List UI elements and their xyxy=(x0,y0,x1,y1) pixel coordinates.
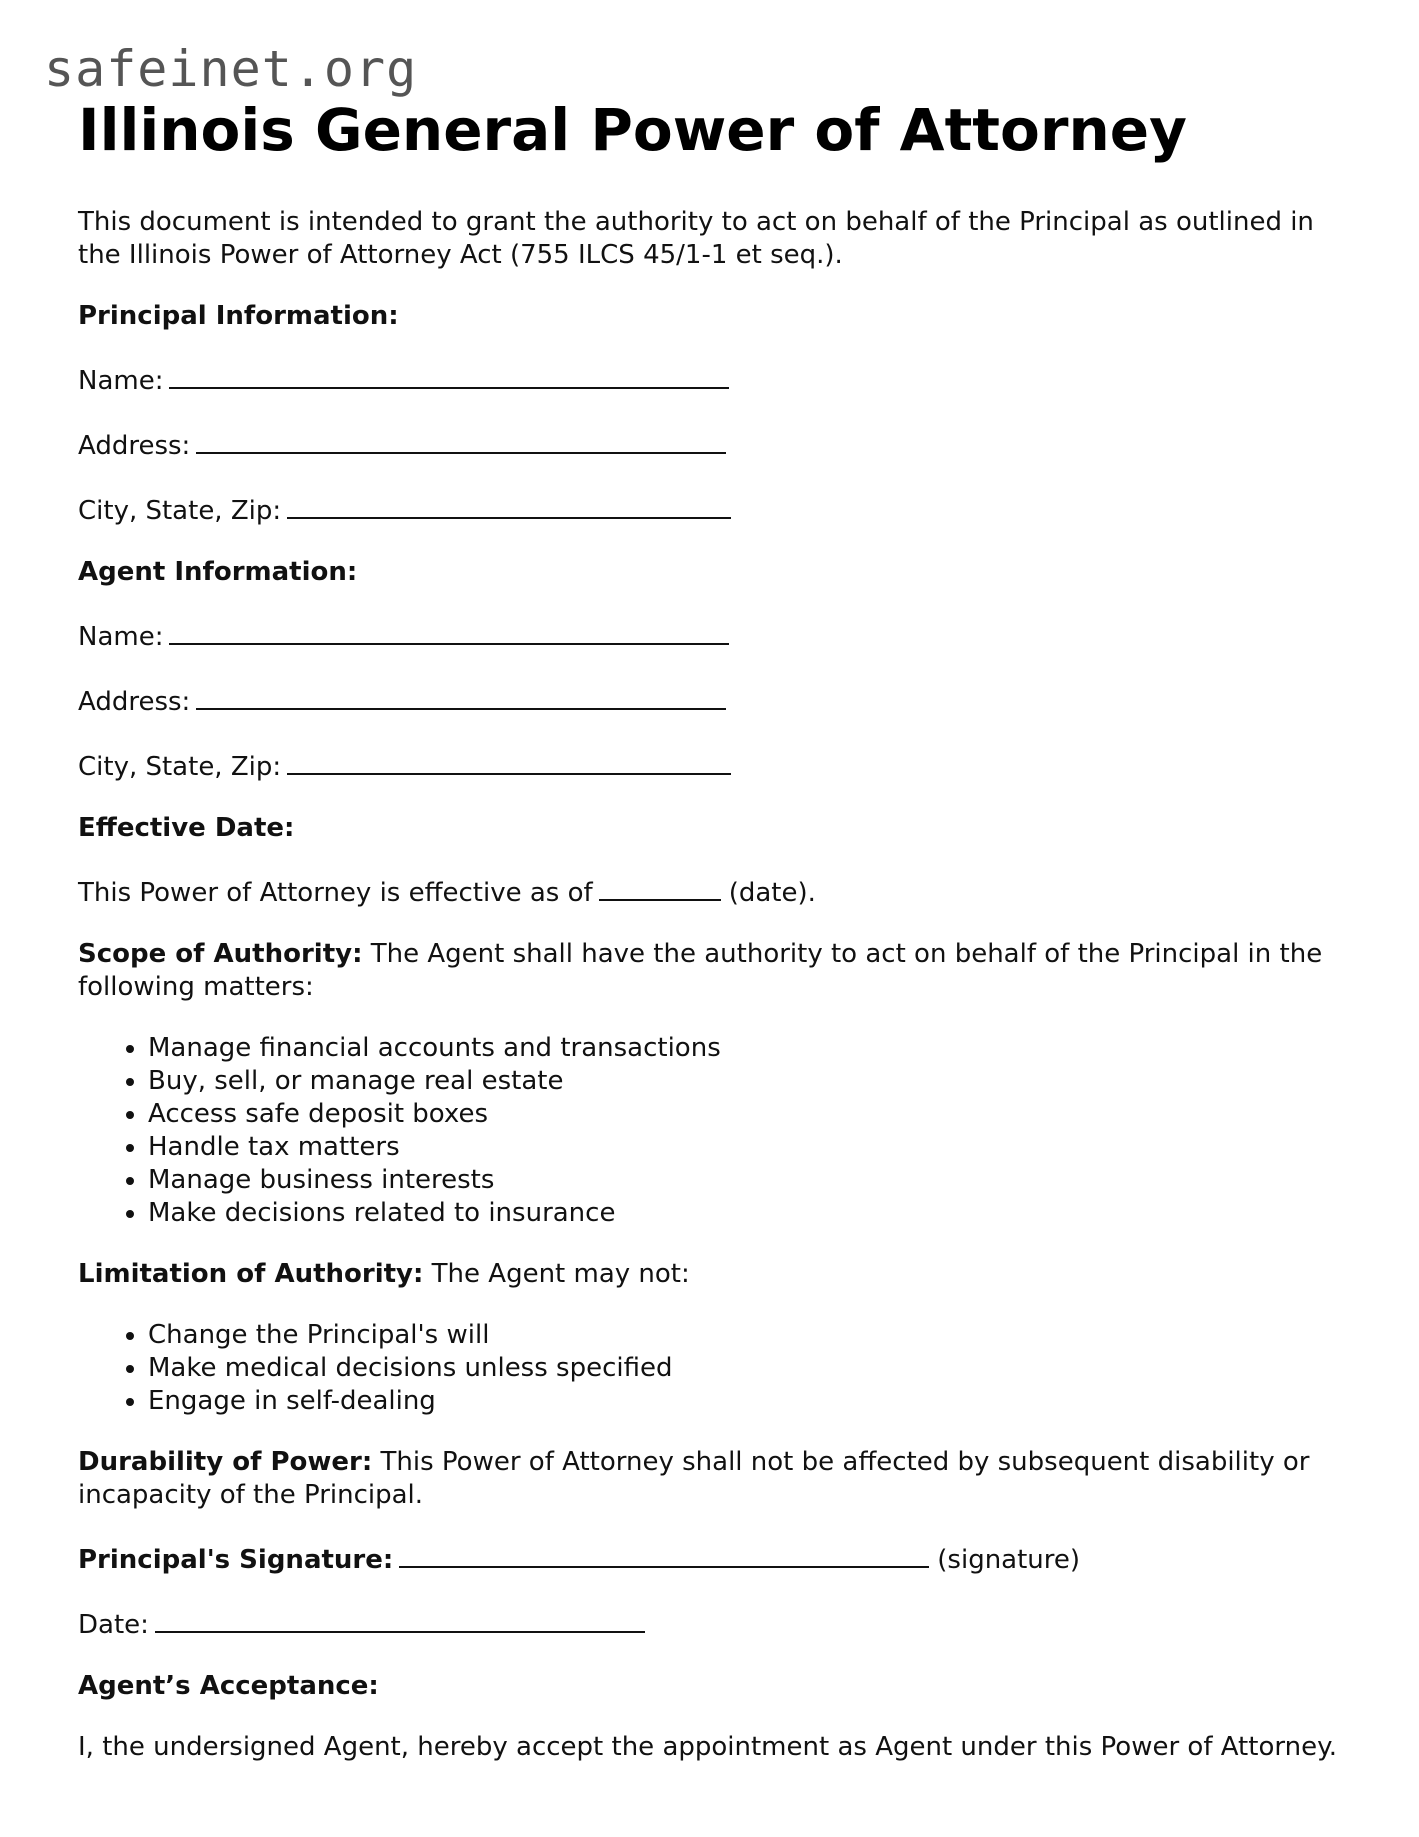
principal-heading: Principal Information: xyxy=(78,300,399,331)
acceptance-heading: Agent’s Acceptance: xyxy=(78,1670,379,1701)
limitation-label: Limitation of Authority: xyxy=(78,1258,424,1289)
durability-paragraph xyxy=(78,1446,1338,1512)
acceptance-text: I, the undersigned Agent, hereby accept the appointment as Agent under this Power of Attorney. xyxy=(78,1731,1338,1762)
document-page xyxy=(78,96,1338,1764)
agent-city-blank[interactable] xyxy=(287,747,731,775)
agent-city-label: City, State, Zip: xyxy=(78,751,282,782)
principal-address-blank[interactable] xyxy=(196,426,726,454)
list-item: • Make medical decisions unless specified xyxy=(148,1352,1338,1385)
signature-line xyxy=(78,1540,1338,1577)
principal-address-label: Address: xyxy=(78,430,191,461)
list-item: • Buy, sell, or manage real estate xyxy=(148,1065,1338,1098)
scope-label: Scope of Authority: xyxy=(78,938,363,969)
intro-paragraph: This document is intended to grant the authority to act on behalf of the Principal as outlined in the Illinois Power of Attorney Act (755 ILCS 45/1-1 et seq.). xyxy=(78,206,1314,270)
list-item: • Make decisions related to insurance xyxy=(148,1197,1338,1230)
principal-city-field xyxy=(78,491,1338,528)
agent-name-field xyxy=(78,617,1338,654)
durability-label: Durability of Power: xyxy=(78,1446,373,1477)
list-item: • Change the Principal's will xyxy=(148,1319,1338,1352)
limitation-paragraph xyxy=(78,1258,1338,1291)
scope-text: The Agent shall have the authority to act on behalf of the Principal in the following matters: xyxy=(78,938,1323,1002)
agent-address-field xyxy=(78,682,1338,719)
principal-address-field xyxy=(78,426,1338,463)
agent-name-blank[interactable] xyxy=(169,617,729,645)
signature-blank[interactable] xyxy=(399,1540,929,1568)
list-item: • Engage in self-dealing xyxy=(148,1385,1338,1418)
effective-date-text: This Power of Attorney is effective as of xyxy=(78,877,593,908)
limitation-list xyxy=(78,1319,1338,1418)
agent-heading: Agent Information: xyxy=(78,556,358,587)
scope-list xyxy=(78,1032,1338,1230)
watermark: safeinet.org xyxy=(44,40,418,98)
principal-name-field xyxy=(78,361,1338,398)
agent-address-label: Address: xyxy=(78,686,191,717)
effective-date-line xyxy=(78,873,1338,910)
signature-date-label: Date: xyxy=(78,1609,149,1640)
signature-date-line xyxy=(78,1605,1338,1642)
list-item: • Manage business interests xyxy=(148,1164,1338,1197)
principal-name-blank[interactable] xyxy=(169,361,729,389)
limitation-text: The Agent may not: xyxy=(423,1258,690,1289)
signature-label: Principal's Signature: xyxy=(78,1544,394,1575)
principal-city-label: City, State, Zip: xyxy=(78,495,282,526)
scope-paragraph xyxy=(78,938,1338,1004)
effective-date-suffix: (date). xyxy=(728,877,816,908)
effective-date-heading: Effective Date: xyxy=(78,812,295,843)
agent-name-label: Name: xyxy=(78,621,164,652)
principal-name-label: Name: xyxy=(78,365,164,396)
document-title: Illinois General Power of Attorney xyxy=(78,96,1187,164)
signature-date-blank[interactable] xyxy=(155,1605,645,1633)
list-item: • Manage financial accounts and transactions xyxy=(148,1032,1338,1065)
effective-date-blank[interactable] xyxy=(599,873,721,901)
agent-city-field xyxy=(78,747,1338,784)
signature-suffix: (signature) xyxy=(937,1544,1081,1575)
durability-text: This Power of Attorney shall not be affected by subsequent disability or incapacity of the Principal. xyxy=(78,1446,1310,1510)
agent-address-blank[interactable] xyxy=(196,682,726,710)
list-item: • Access safe deposit boxes xyxy=(148,1098,1338,1131)
principal-city-blank[interactable] xyxy=(287,491,731,519)
list-item: • Handle tax matters xyxy=(148,1131,1338,1164)
